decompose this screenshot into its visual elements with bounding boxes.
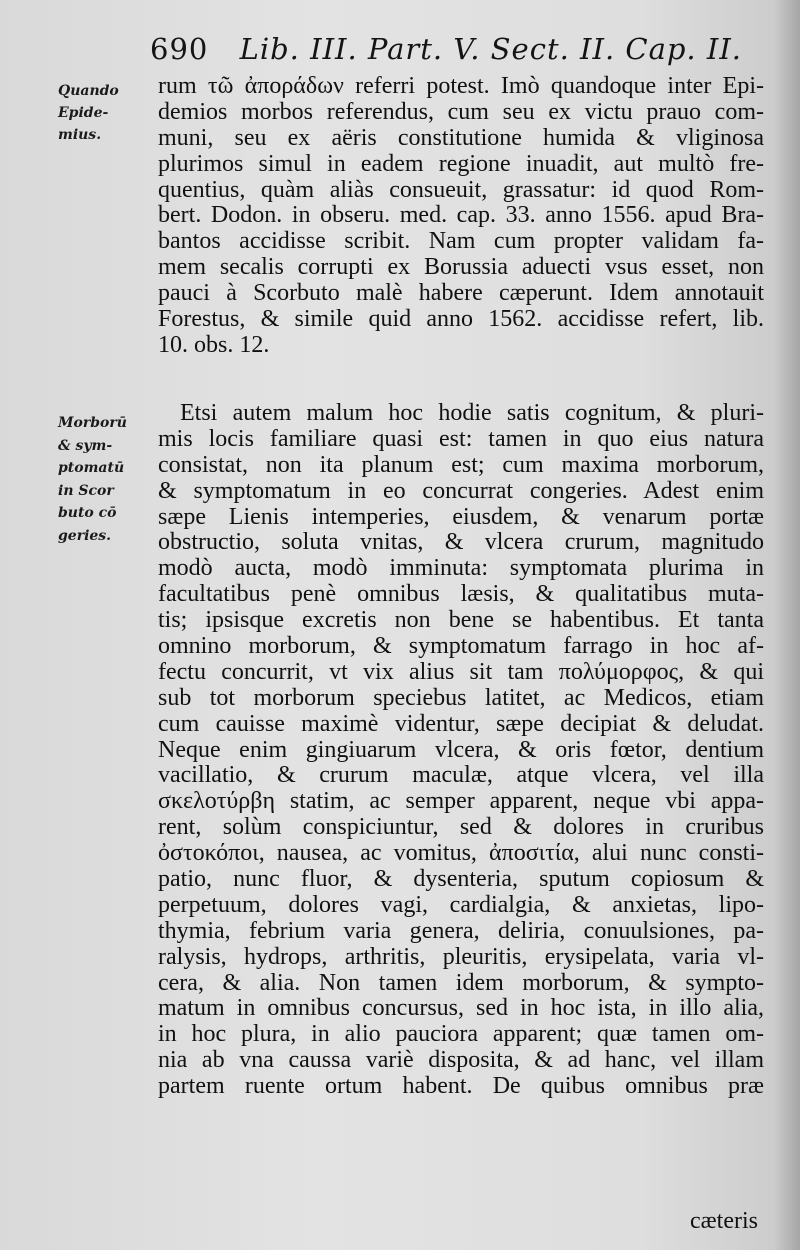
text-line: facultatibus penè omnibus læsis, & qualitatibus muta- [158, 582, 764, 608]
text-line: plurimos simul in eadem regione inuadit, aut multò fre- [158, 151, 764, 177]
text-line: partem ruente ortum habent. De quibus omnibus præ [158, 1074, 764, 1100]
margin-note-line: buto cō [58, 505, 117, 521]
text-line: ralysis, hydrops, arthritis, pleuritis, erysipelata, varia vl- [158, 944, 764, 970]
text-line: obstructio, soluta vnitas, & vlcera crurum, magnitudo [158, 530, 764, 556]
margin-note-quando-epidemius [58, 80, 158, 146]
page-header [150, 32, 770, 72]
text-line: mem secalis corrupti ex Borussia aduecti vsus esset, non [158, 255, 764, 281]
running-head: Lib. III. Part. V. Sect. II. Cap. II. [239, 32, 742, 66]
page-number: 690 [150, 32, 209, 66]
text-line: matum in omnibus concursus, sed in hoc ista, in illo alia, [158, 996, 764, 1022]
text-line: cera, & alia. Non tamen idem morborum, & sympto- [158, 970, 764, 996]
text-line: rum τῶ ἀποράδων referri potest. Imò quandoque inter Epi- [158, 74, 764, 99]
catchword: cæteris [690, 1208, 758, 1234]
text-line: vacillatio, & crurum maculæ, atque vlcera, vel illa [158, 763, 764, 789]
text-line: ὀστοκόποι, nausea, ac vomitus, ἀποσιτία, alui nunc consti- [158, 841, 764, 867]
text-line: perpetuum, dolores vagi, cardialgia, & anxietas, lipo- [158, 892, 764, 918]
text-line: muni, seu ex aëris constitutione humida & vliginosa [158, 125, 764, 151]
text-line: nia ab vna caussa variè disposita, & ad hanc, vel illam [158, 1048, 764, 1074]
text-line: omnino morborum, & symptomatum farrago in hoc af- [158, 634, 764, 660]
margin-note-line: mius. [58, 127, 102, 143]
text-line: σκελοτύρβη statim, ac semper apparent, neque vbi appa- [158, 789, 764, 815]
text-line: 10. obs. 12. [158, 332, 270, 358]
margin-note-line: geries. [58, 527, 112, 544]
margin-note-line: Epide- [58, 105, 109, 121]
text-line: fectu concurrit, vt vix alius sit tam πολύμορφος, & qui [158, 659, 764, 685]
text-line: quentius, quàm aliàs consueuit, grassatur: id quod Rom- [158, 177, 764, 203]
margin-note-line: & sym- [58, 437, 113, 454]
text-line: Neque enim gingiuarum vlcera, & oris fœtor, dentium [158, 737, 764, 763]
margin-note-line: Quando [58, 83, 119, 99]
paragraph-2 [158, 401, 764, 1100]
text-line: Etsi autem malum hoc hodie satis cognitum, & pluri- [180, 401, 764, 426]
margin-note-line: ptomatū [58, 460, 125, 476]
margin-note-line: Morborū [58, 415, 127, 431]
text-line: tis; ipsisque excretis non bene se habentibus. Et tanta [158, 608, 764, 634]
margin-note-morborum-congeries [58, 412, 158, 547]
text-line: pauci à Scorbuto malè habere cæperunt. Idem annotauit [158, 281, 764, 307]
text-line: sæpe Lienis intemperies, eiusdem, & venarum portæ [158, 504, 764, 530]
margin-note-line: in Scor [58, 482, 114, 499]
text-line: Forestus, & simile quid anno 1562. accidisse refert, lib. [158, 307, 764, 333]
text-line: & symptomatum in eo concurrat congeries. Adest enim [158, 478, 764, 504]
text-line: bantos accidisse scribit. Nam cum propter validam fa- [158, 229, 764, 255]
text-line: consistat, non ita planum est; cum maxima morborum, [158, 452, 764, 478]
text-line: cum cauisse maximè videntur, sæpe decipiat & deludat. [158, 711, 764, 737]
text-line: patio, nunc fluor, & dysenteria, sputum copiosum & [158, 867, 764, 893]
text-line: thymia, febrium varia genera, deliria, conuulsiones, pa- [158, 918, 764, 944]
text-line: modò aucta, modò imminuta: symptomata plurima in [158, 556, 764, 582]
text-line: in hoc plura, in alio pauciora apparent; quæ tamen om- [158, 1022, 764, 1048]
text-line: demios morbos referendus, cum seu ex victu prauo com- [158, 99, 764, 125]
paragraph-1 [158, 74, 764, 359]
text-line: sub tot morborum speciebus latitet, ac Medicos, etiam [158, 685, 764, 711]
text-line: bert. Dodon. in obseru. med. cap. 33. anno 1556. apud Bra- [158, 203, 764, 229]
text-line: mis locis familiare quasi est: tamen in quo eius natura [158, 426, 764, 452]
text-line: rent, solùm conspiciuntur, sed & dolores in cruribus [158, 815, 764, 841]
